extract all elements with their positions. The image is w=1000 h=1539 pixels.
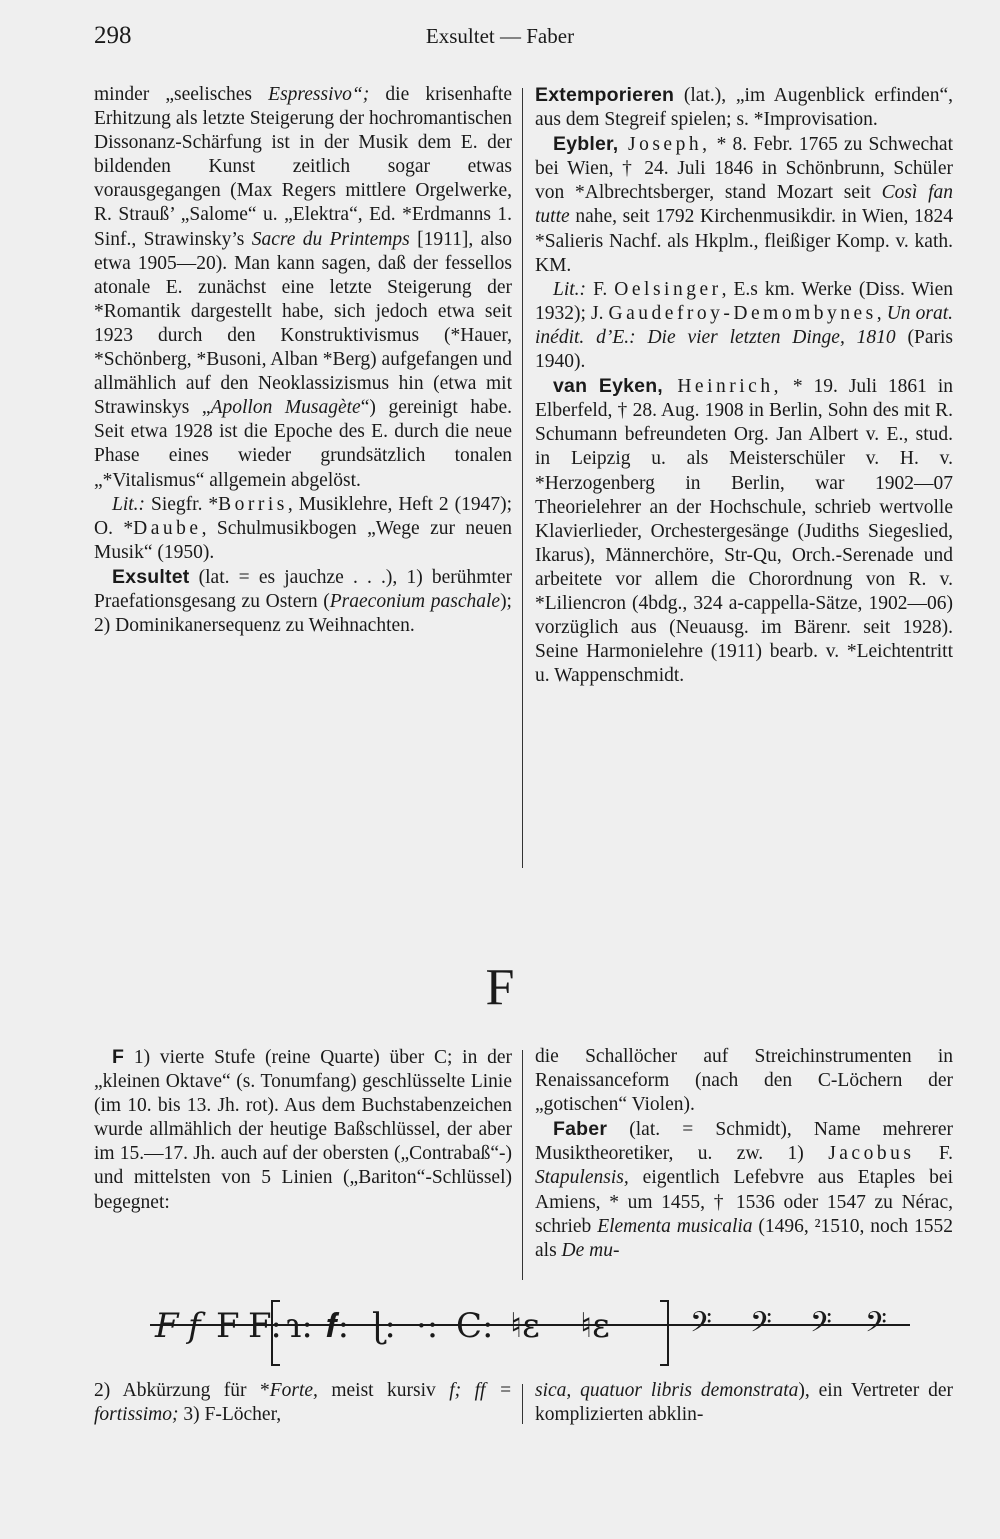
- running-head: Exsultet — Faber: [425, 24, 575, 48]
- continuation-f-loecher: die Schallöcher auf Streichinstrumenten in Renaissanceform (nach den C-Löchern der „gotischen“ Violen).: [535, 1046, 953, 1116]
- lemma-f: F: [112, 1046, 125, 1068]
- clef-f-2: f: [188, 1306, 201, 1346]
- lemma-eybler: Eybler,: [553, 133, 619, 156]
- paragraph-espressivo: minder „seelisches Espressivo“; die krisenhafte Erhitzung als letzte Steigerung der hochromantischen Dissonanz-Schärfung ist in der Musik dem E. der bildenden Kunst zeitlich sogar etwas vorausgegangen (Max Regers mittlere Orgelwerke, R. Strauß’ „Salome“ u. „Elektra“, Ed. *Erdmanns 1. Sinf., Strawinsky’s Sacre du Printemps [1911], also etwa 1905—20). Man kann sagen, daß der fessellos atonale E. zunächst eine letzte Steigerung der *Romantik dargestellt habe, sich jedoch etwa seit 1923 durch den Konstruktivismus (*Hauer, *Schönberg, *Busoni, Alban *Berg) aufgefangen und allmählich auf den Neoklassizismus hin (etwa mit Strawinskys „Apollon Musagète“) gereinigt habe. Seit etwa 1928 ist die Epoche des E. durch die neue Phase eines wieder grundsätzlich tonalen „*Vitalismus“ allgemein abgelöst.: [94, 84, 513, 491]
- clef-f-15: 𝄢: [865, 1306, 887, 1346]
- column-right-end: [535, 1379, 953, 1427]
- bracket-right: [660, 1301, 668, 1365]
- entry-van-eyken: van Eyken, Heinrich, * 19. Juli 1861 in Elberfeld, † 28. Aug. 1908 in Berlin, Sohn des mit R. Schumann befreundeten Org. Jan Albert v. E., stud. in Leipzig u. als Meisterschüler v. H. v. *Herzogenberg in Berlin, war 1902—07 Theorielehrer an der Hochschule, schrieb wertvolle Klavierlieder, Orchestergesänge (Judiths Siegeslied, Ikarus), Männerchöre, Str-Qu, Orch.-Serenade und arbeitete vor allem die Chorordnung von R. v. *Liliencron (4bdg., 324 a-cappella-Sätze, 1902—06) vorzüglich aus (Neuausg. im Bärenr. seit 1928). Seine Harmonielehre (1911) bearb. v. *Leichtentritt u. Wappenschmidt.: [535, 375, 953, 687]
- entry-faber: Faber (lat. = Schmidt), Name mehrerer Musiktheoretiker, u. zw. 1) Jacobus F. Stapulensis, eigentlich Lefebvre aus Etaples bei Amiens, * um 1455, † 1536 oder 1547 zu Nérac, schrieb Elementa musicalia (1496, ²1510, noch 1552 als De mu-: [535, 1118, 954, 1261]
- entry-f-continued: 2) Abkürzung für *Forte, meist kursiv f; ff = fortissimo; 3) F-Löcher,: [94, 1380, 512, 1426]
- clef-f-4: F:: [248, 1306, 282, 1346]
- entry-faber-continued: sica, quatuor libris demonstrata), ein Vertreter der komplizierten abklin-: [535, 1380, 953, 1426]
- clef-f-8: ·:: [416, 1306, 439, 1346]
- entry-f: F 1) vierte Stufe (reine Quarte) über C; in der „kleinen Oktave“ (s. Tonumfang) geschlüsselte Linie (im 10. bis 13. Jh. rot). Aus dem Buchstabenzeichen wurde allmählich der heutige Baßschlüssel, der aber im 15.—17. Jh. auch auf der obersten („Contrabaß“-) und mittelsten von 5 Linien („Bariton“-Schlüssel) begegnet:: [94, 1046, 512, 1213]
- lemma-exsultet: Exsultet: [112, 565, 190, 588]
- clef-f-5: ɿ:: [286, 1306, 313, 1346]
- entry-eybler: Eybler, Joseph, * 8. Febr. 1765 zu Schwechat bei Wien, † 24. Juli 1846 in Schönbrunn, Schüler von *Albrechtsberger, stand Mozart seit Così fan tutte nahe, seit 1792 Kirchenmusikdir. in Wien, 1824 *Salieris Nachf. als Hkplm., fleißiger Komp. v. kath. KM.: [535, 133, 953, 276]
- clef-f-12: 𝄢: [690, 1306, 712, 1346]
- column-left-end: [94, 1379, 512, 1427]
- clef-f-11: ♮ɛ: [580, 1306, 610, 1346]
- column-left-bottom: [94, 1045, 512, 1215]
- clef-f-13: 𝄢: [750, 1306, 772, 1346]
- clef-f-1: F: [155, 1306, 179, 1346]
- column-right-bottom: [535, 1045, 953, 1263]
- clef-f-9: C:: [456, 1306, 494, 1346]
- column-divider-end: [522, 1384, 523, 1424]
- entry-extemporieren: Extemporieren (lat.), „im Augenblick erfinden“, aus dem Stegreif spielen; s. *Improvisation.: [535, 84, 953, 131]
- clef-f-6: 𝒇:: [326, 1306, 350, 1346]
- literature-eybler: Lit.: F. Oelsinger, E.s km. Werke (Diss. Wien 1932); J. Gaudefroy-Demombynes, Un orat. inédit. d’E.: Die vier letzten Dinge, 1810 (Paris 1940).: [535, 278, 954, 373]
- literature-expressionismus: Lit.: Siegfr. *Borris, Musiklehre, Heft 2 (1947); O. *Daube, Schulmusikbogen „Wege zur neuen Musik“ (1950).: [94, 493, 512, 563]
- column-divider-bottom: [522, 1050, 523, 1280]
- clef-f-7: ɭ:: [372, 1306, 396, 1346]
- column-left-top: [94, 83, 512, 638]
- clef-f-14: 𝄢: [810, 1306, 832, 1346]
- lemma-van-eyken: van Eyken,: [553, 375, 663, 398]
- section-letter: F: [485, 959, 515, 1016]
- lemma-extemporieren: Extemporieren: [535, 84, 675, 106]
- entry-exsultet: Exsultet (lat. = es jauchze . . .), 1) berühmter Praefationsgesang zu Ostern (Praeconium paschale); 2) Dominikanersequenz zu Weihnachten.: [94, 565, 512, 637]
- column-right-top: [535, 83, 953, 688]
- clef-f-3: F: [216, 1306, 240, 1346]
- clef-forms-music-example: [150, 1295, 910, 1375]
- page-number: 298: [94, 22, 132, 49]
- clef-f-10: ♮ɛ: [510, 1306, 540, 1346]
- clef-forms-figure: [150, 1295, 910, 1375]
- column-divider-top: [522, 88, 523, 868]
- lemma-faber: Faber: [553, 1118, 608, 1141]
